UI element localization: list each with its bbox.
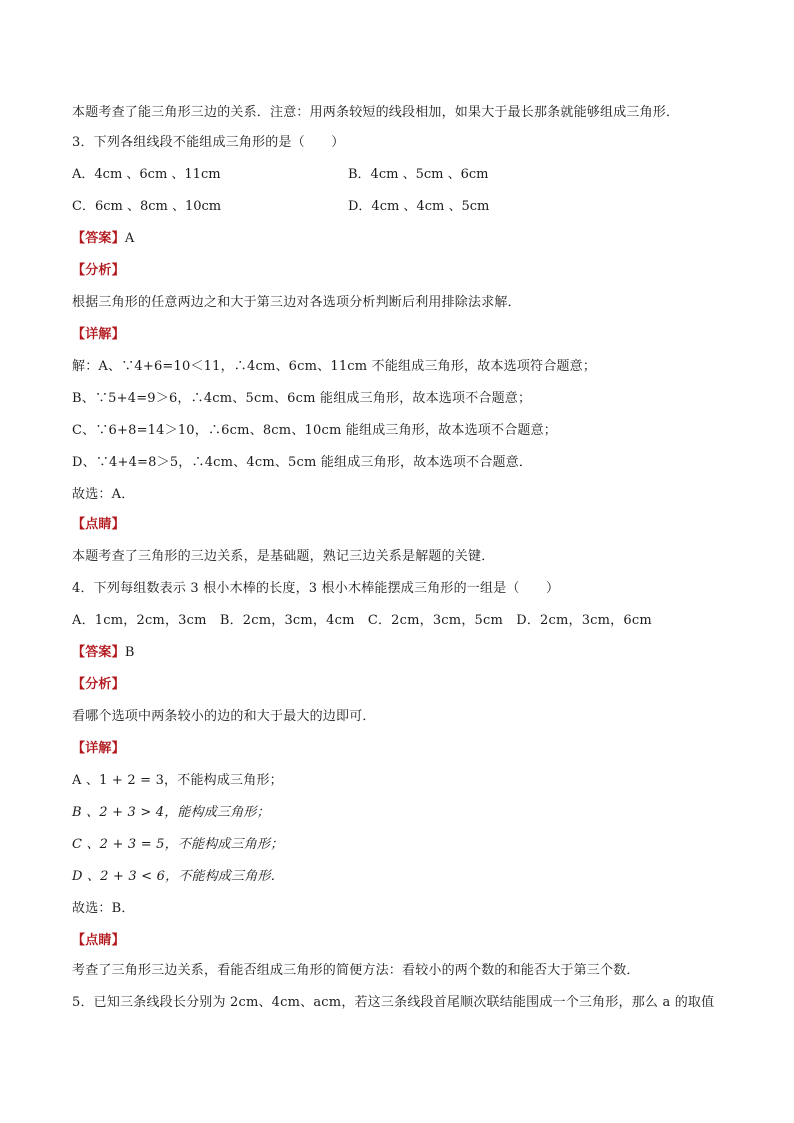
q3-detail-c: C、∵6+8=14＞10，∴6cm、8cm、10cm 能组成三角形，故本选项不合题意； [72, 423, 557, 438]
q4-analysis-heading [72, 676, 125, 694]
q3-choose: 故选：A． [72, 487, 135, 502]
q3-answer [72, 230, 134, 248]
q4-answer [72, 644, 135, 662]
answer-tag: 【答案】 [72, 645, 125, 660]
answer-tag: 【答案】 [72, 231, 125, 246]
review-tag: 【点睛】 [72, 933, 125, 948]
answer-value: B [124, 645, 135, 660]
answer-value: A [124, 231, 135, 246]
q5-stem: 5．已知三条线段长分别为 2cm、4cm、acm，若这三条线段首尾顺次联结能围成一个三角形，那么 a 的取值 [72, 995, 715, 1010]
q3-detail-b: B、∵5+4=9＞6，∴4cm、5cm、6cm 能组成三角形，故本选项不合题意； [72, 391, 532, 406]
review-tag: 【点睛】 [72, 517, 125, 532]
q3-analysis-text: 根据三角形的任意两边之和大于第三边对各选项分析判断后利用排除法求解． [72, 295, 521, 310]
q3-option-b: B．4cm 、5cm 、6cm [348, 167, 489, 182]
q3-option-a: A．4cm 、6cm 、11cm [72, 167, 221, 182]
q4-detail-c: C 、2 + 3 = 5，不能构成三角形； [72, 837, 284, 852]
q4-detail-b: B 、2 + 3 > 4，能构成三角形； [72, 805, 270, 820]
q4-stem: 4．下列每组数表示 3 根小木棒的长度，3 根小木棒能摆成三角形的一组是（ ） [72, 581, 560, 596]
q4-detail-heading [72, 740, 125, 758]
analysis-tag: 【分析】 [72, 677, 125, 692]
q4-review-heading [72, 932, 125, 950]
q3-stem: 3．下列各组线段不能组成三角形的是（ ） [72, 135, 345, 150]
q4-analysis-text: 看哪个选项中两条较小的边的和大于最大的边即可． [72, 709, 376, 724]
q3-review-heading [72, 516, 125, 534]
q4-detail-d: D 、2 + 3 < 6，不能构成三角形． [72, 869, 284, 884]
q3-analysis-heading [72, 262, 125, 280]
q4-review-text: 考查了三角形三边关系，看能否组成三角形的简便方法：看较小的两个数的和能否大于第三个数． [72, 963, 640, 978]
prev-review-text: 本题考查了能三角形三边的关系．注意：用两条较短的线段相加，如果大于最长那条就能够组成三角形． [72, 105, 680, 120]
q4-choose: 故选：B． [72, 901, 135, 916]
q3-detail-a: 解：A、∵4+6=10＜11，∴4cm、6cm、11cm 不能组成三角形，故本选项符合题意； [72, 359, 597, 374]
detail-tag: 【详解】 [72, 741, 125, 756]
q3-option-d: D．4cm 、4cm 、5cm [348, 199, 490, 214]
q3-option-c: C．6cm 、8cm 、10cm [72, 199, 222, 214]
analysis-tag: 【分析】 [72, 263, 125, 278]
q3-detail-d: D、∵4+4=8＞5，∴4cm、4cm、5cm 能组成三角形，故本选项不合题意． [72, 455, 533, 470]
q3-detail-heading [72, 326, 125, 344]
q4-options: A．1cm，2cm，3cm B．2cm，3cm，4cm C．2cm，3cm，5cm D．2cm，3cm，6cm [72, 613, 652, 628]
q4-detail-a: A 、1 + 2 = 3，不能构成三角形； [72, 773, 283, 788]
detail-tag: 【详解】 [72, 327, 125, 342]
q3-review-text: 本题考查了三角形的三边关系，是基础题，熟记三边关系是解题的关键． [72, 549, 495, 564]
